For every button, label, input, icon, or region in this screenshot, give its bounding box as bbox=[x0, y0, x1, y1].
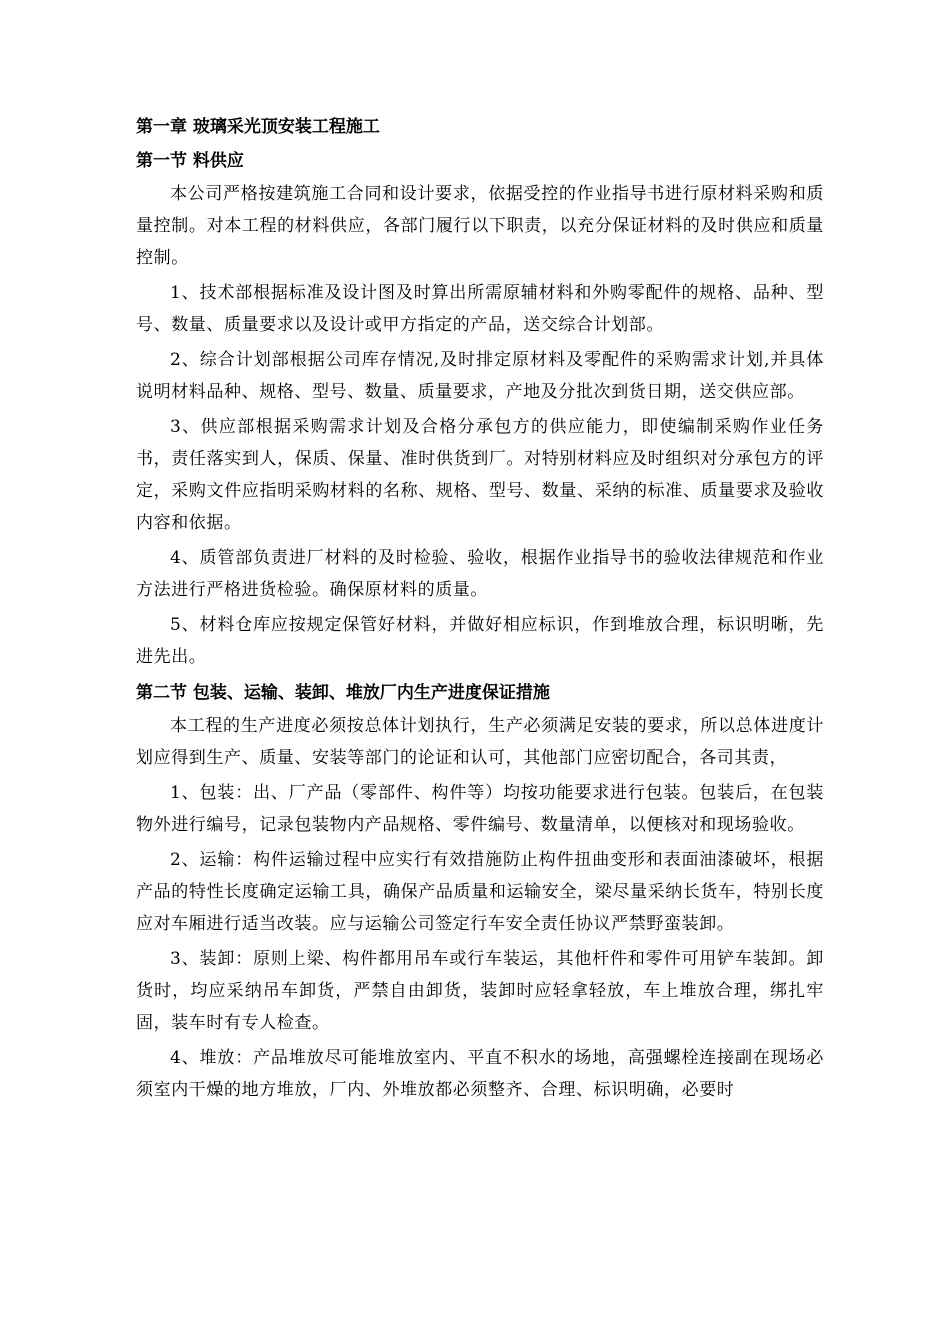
chapter-title: 第一章 玻璃采光顶安装工程施工 bbox=[136, 117, 380, 137]
paragraph: 5、材料仓库应按规定保管好材料，并做好相应标识，作到堆放合理，标识明晰，先进先出。 bbox=[136, 615, 824, 667]
paragraph: 本工程的生产进度必须按总体计划执行，生产必须满足安装的要求，所以总体进度计划应得到生产、质量、安装等部门的论证和认可，其他部门应密切配合，各司其责， bbox=[136, 716, 824, 768]
paragraph: 1、技术部根据标准及设计图及时算出所需原辅材料和外购零配件的规格、品种、型号、数量、质量要求以及设计或甲方指定的产品，送交综合计划部。 bbox=[136, 283, 824, 335]
section-title-packaging-transport: 第二节 包装、运输、装卸、堆放厂内生产进度保证措施 bbox=[136, 683, 550, 703]
paragraph: 3、供应部根据采购需求计划及合格分承包方的供应能力，即使编制采购作业任务书，责任落实到人，保质、保量、准时供货到厂。对特别材料应及时组织对分承包方的评定，采购文件应指明采购材料的名称、规格、型号、数量、采纳的标准、质量要求及验收内容和依据。 bbox=[136, 417, 824, 533]
paragraph: 2、综合计划部根据公司库存情况,及时排定原材料及零配件的采购需求计划,并具体说明材料品种、规格、型号、数量、质量要求，产地及分批次到货日期，送交供应部。 bbox=[136, 350, 824, 402]
paragraph: 1、包装：出、厂产品（零部件、构件等）均按功能要求进行包装。包装后，在包装物外进行编号，记录包装物内产品规格、零件编号、数量清单，以便核对和现场验收。 bbox=[136, 783, 824, 835]
paragraph: 2、运输：构件运输过程中应实行有效措施防止构件扭曲变形和表面油漆破坏，根据产品的特性长度确定运输工具，确保产品质量和运输安全，梁尽量采纳长货车，特别长度应对车厢进行适当改装。应与运输公司签定行车安全责任协议严禁野蛮装卸。 bbox=[136, 850, 824, 934]
paragraph: 4、堆放：产品堆放尽可能堆放室内、平直不积水的场地，高强螺栓连接副在现场必须室内干燥的地方堆放，厂内、外堆放都必须整齐、合理、标识明确，必要时 bbox=[136, 1048, 824, 1100]
paragraph: 本公司严格按建筑施工合同和设计要求，依据受控的作业指导书进行原材料采购和质量控制。对本工程的材料供应，各部门履行以下职责，以充分保证材料的及时供应和质量控制。 bbox=[136, 184, 824, 268]
section-title-material-supply: 第一节 料供应 bbox=[136, 151, 244, 171]
paragraph: 4、质管部负责进厂材料的及时检验、验收，根据作业指导书的验收法律规范和作业方法进行严格进货检验。确保原材料的质量。 bbox=[136, 548, 824, 600]
paragraph: 3、装卸：原则上梁、构件都用吊车或行车装运，其他杆件和零件可用铲车装卸。卸货时，均应采纳吊车卸货，严禁自由卸货，装卸时应轻拿轻放，车上堆放合理，绑扎牢固，装车时有专人检查。 bbox=[136, 949, 824, 1033]
document-page bbox=[136, 110, 824, 1109]
